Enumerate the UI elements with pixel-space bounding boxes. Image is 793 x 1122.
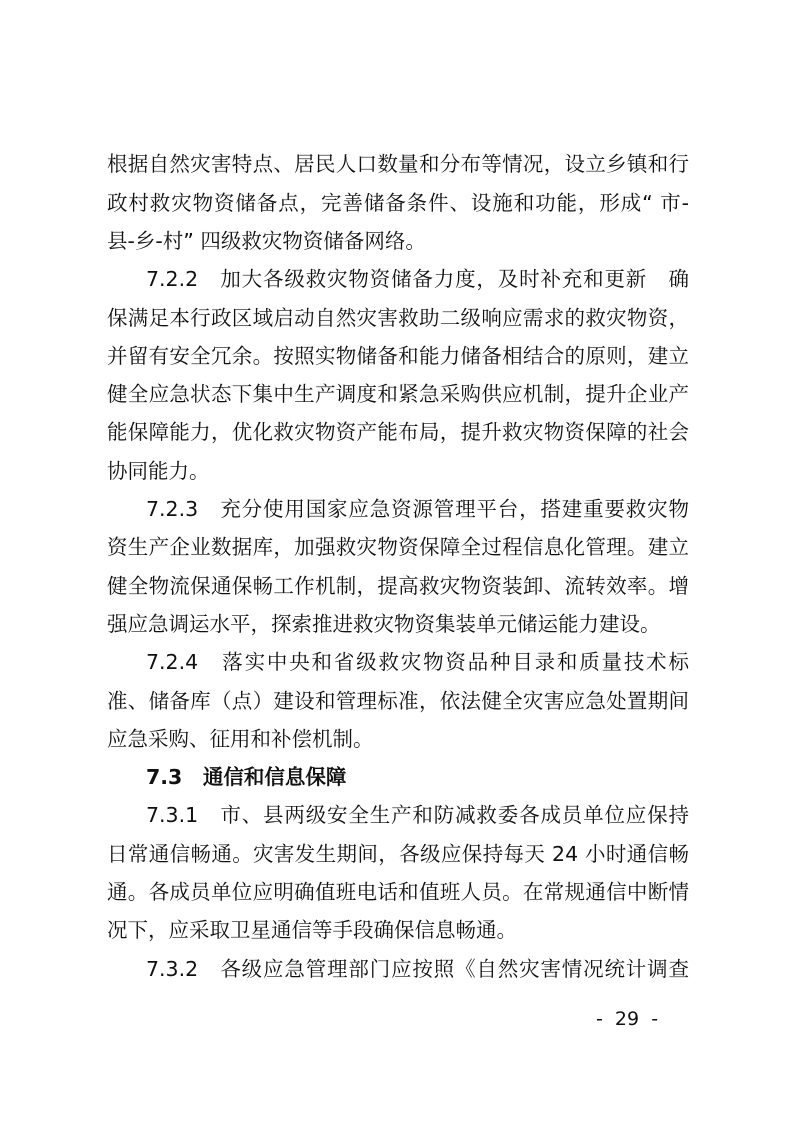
body-text-line: 并留有安全冗余。按照实物储备和能力储备相结合的原则，建立 [107,344,689,368]
body-text-line: 资生产企业数据库，加强救灾物资保障全过程信息化管理。建立 [107,535,689,559]
body-text-line: 政村救灾物资储备点，完善储备条件、设施和功能，形成“ 市- [107,191,689,215]
body-text-line: 协同能力。 [107,459,210,483]
clause-7-3-2-line: 7.3.2 各级应急管理部门应按照《自然灾害情况统计调查 [146,957,689,981]
section-heading-7-3: 7.3 通信和信息保障 [146,765,347,789]
body-text-line: 能保障能力，优化救灾物资产能布局，提升救灾物资保障的社会 [107,420,689,444]
body-text-line: 县-乡-村” 四级救灾物资储备网络。 [107,229,426,253]
clause-7-2-3-line: 7.2.3 充分使用国家应急资源管理平台，搭建重要救灾物 [146,497,689,521]
clause-7-2-4-line: 7.2.4 落实中央和省级救灾物资品种目录和质量技术标 [146,650,689,674]
body-text-line: 健全物流保通保畅工作机制，提高救灾物资装卸、流转效率。增 [107,574,689,598]
clause-7-2-2-line: 7.2.2 加大各级救灾物资储备力度，及时补充和更新 确 [146,267,689,291]
body-text-line: 健全应急状态下集中生产调度和紧急采购供应机制，提升企业产 [107,382,689,406]
body-text-line: 况下，应采取卫星通信等手段确保信息畅通。 [107,918,517,942]
clause-7-3-1-line: 7.3.1 市、县两级安全生产和防减救委各成员单位应保持 [146,803,689,827]
body-text-line: 根据自然灾害特点、居民人口数量和分布等情况，设立乡镇和行 [107,152,689,176]
body-text-line: 保满足本行政区域启动自然灾害救助二级响应需求的救灾物资， [107,306,689,330]
body-text-line: 强应急调运水平，探索推进救灾物资集装单元储运能力建设。 [107,612,661,636]
body-text-line: 准、储备库（点）建设和管理标准，依法健全灾害应急处置期间 [107,689,689,713]
page-number: - 29 - [596,1008,659,1030]
body-text-line: 通。各成员单位应明确值班电话和值班人员。在常规通信中断情 [107,880,689,904]
body-text-line: 日常通信畅通。灾害发生期间，各级应保持每天 24 小时通信畅 [107,842,689,866]
body-text-line: 应急采购、征用和补偿机制。 [107,727,374,751]
